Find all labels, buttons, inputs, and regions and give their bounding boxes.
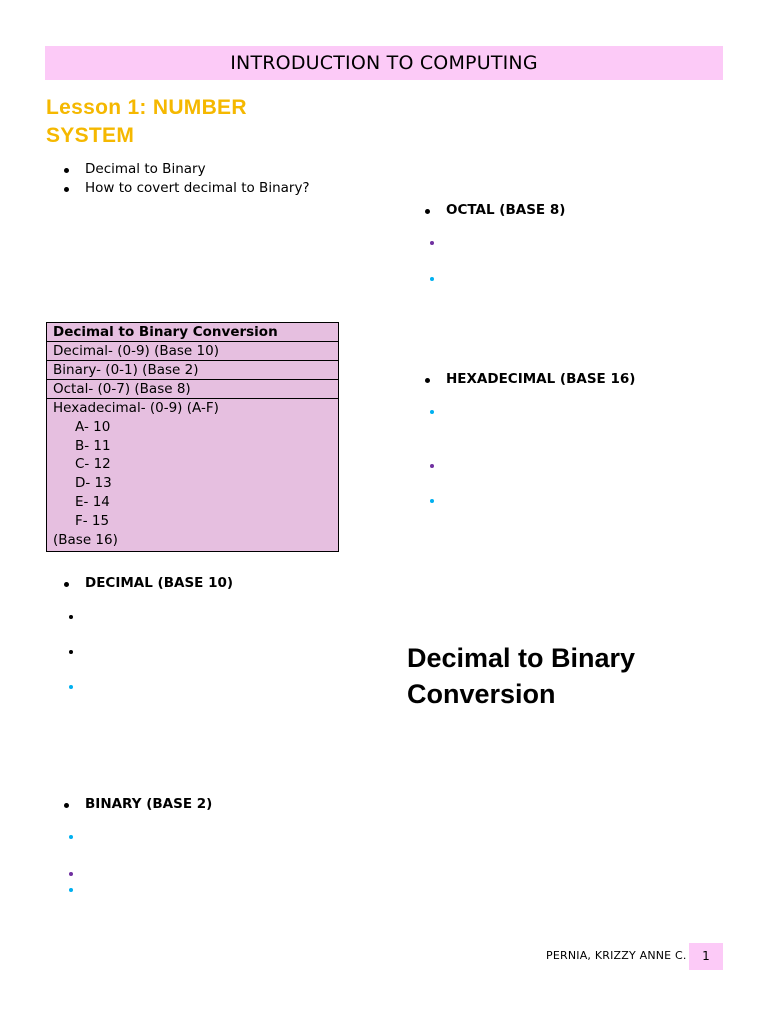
table-row: Decimal- (0-9) (Base 10) (47, 342, 339, 361)
hex-item: F- 15 (75, 512, 110, 529)
table-header: Decimal to Binary Conversion (47, 323, 339, 342)
hex-item: E- 14 (75, 493, 110, 510)
hex-item: B- 11 (75, 437, 111, 454)
bullet-icon (64, 803, 69, 808)
lesson-title-line2: SYSTEM (46, 124, 135, 147)
bullet-icon (64, 582, 69, 587)
page-header-title: INTRODUCTION TO COMPUTING (230, 52, 538, 74)
table-row: Binary- (0-1) (Base 2) (47, 361, 339, 380)
section-decimal-heading: DECIMAL (BASE 10) (85, 575, 234, 591)
purple-bullet-icon (430, 241, 434, 245)
table-row-hexadecimal (47, 399, 339, 552)
bullet-icon (425, 209, 430, 214)
hex-item: C- 12 (75, 456, 111, 473)
table-row: Octal- (0-7) (Base 8) (47, 380, 339, 399)
conversion-heading-line2: Conversion (407, 679, 556, 709)
section-octal-heading: OCTAL (BASE 8) (446, 202, 566, 218)
bullet-icon (64, 168, 69, 173)
lesson-title-line1: Lesson 1: NUMBER (46, 96, 247, 119)
hex-item: D- 13 (75, 475, 112, 492)
section-binary-heading: BINARY (BASE 2) (85, 796, 213, 812)
cyan-bullet-icon (69, 685, 73, 689)
cyan-bullet-icon (69, 835, 73, 839)
bullet-icon (64, 187, 69, 192)
cyan-bullet-icon (430, 410, 434, 414)
footer-author: PERNIA, KRIZZY ANNE C. (546, 949, 687, 962)
cyan-bullet-icon (69, 888, 73, 892)
hex-item: A- 10 (75, 418, 111, 435)
hex-base: (Base 16) (53, 531, 118, 548)
conversion-heading-line1: Decimal to Binary (407, 643, 636, 673)
conversion-table (46, 322, 339, 552)
page-number: 1 (689, 943, 723, 970)
cyan-bullet-icon (430, 499, 434, 503)
purple-bullet-icon (69, 872, 73, 876)
cyan-bullet-icon (430, 277, 434, 281)
bullet-icon (425, 378, 430, 383)
conversion-heading (407, 640, 635, 712)
bullet-icon (69, 650, 73, 654)
hex-label: Hexadecimal- (0-9) (A-F) (53, 400, 219, 416)
purple-bullet-icon (430, 464, 434, 468)
bullet-icon (69, 615, 73, 619)
intro-item-how-to-convert: How to covert decimal to Binary? (85, 180, 310, 196)
intro-item-decimal-to-binary: Decimal to Binary (85, 161, 206, 177)
section-hexadecimal-heading: HEXADECIMAL (BASE 16) (446, 371, 636, 387)
